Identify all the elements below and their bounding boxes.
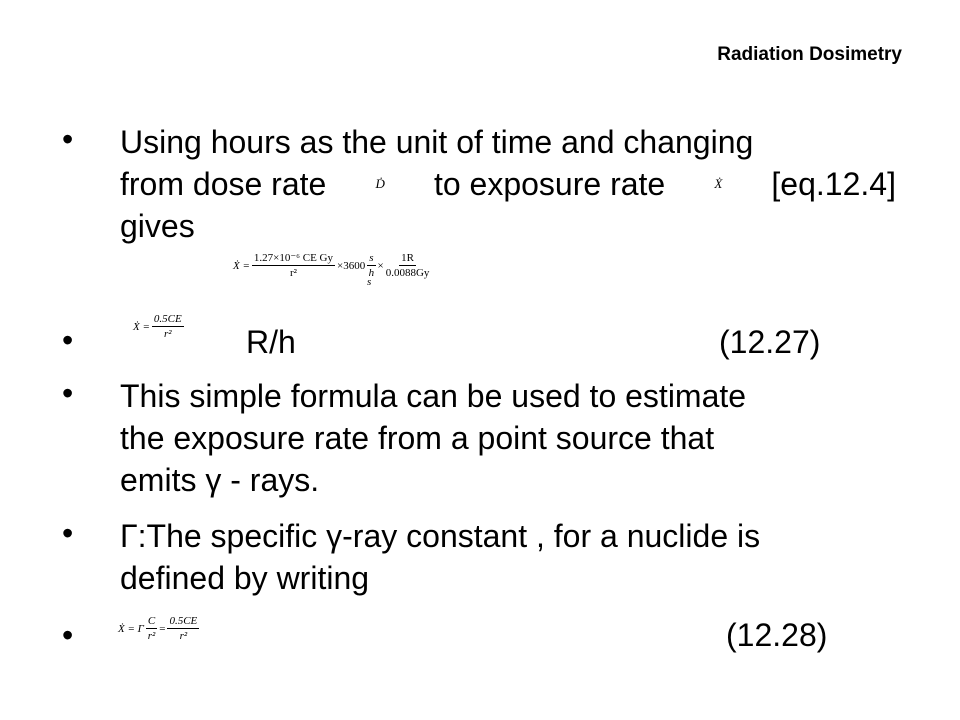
eq1-fraction-4 (386, 252, 430, 279)
equation-12-27 (133, 313, 186, 340)
eq1-fraction-1 (252, 252, 335, 279)
dose-rate-symbol: Ḋ (375, 176, 385, 191)
exposure-rate-symbol: Ẋ (714, 176, 723, 191)
eq3-frac1-num: C (147, 615, 156, 627)
p3-line-1: Γ:The specific γ-ray constant , for a nuclide is (120, 518, 761, 554)
eq3-frac1-den: r² (147, 630, 156, 642)
p1-line-2 (120, 163, 896, 205)
bullet-3: • (62, 375, 74, 411)
eq1-frac1-den-unit (367, 276, 371, 288)
bullet-1: • (62, 121, 74, 157)
p1-line2-b: to exposure rate (433, 166, 666, 202)
eq1-fraction-3 (367, 252, 375, 279)
eq3-lhs: Ẋ = Γ (118, 622, 144, 635)
p1-line-3 (120, 205, 896, 247)
eq2-unit: R/h (246, 324, 296, 360)
p1-line3-text: gives (120, 208, 195, 244)
p3-line-2 (120, 557, 896, 599)
p2-line-1: This simple formula can be used to estimate (120, 378, 747, 414)
p1-line1-text: Using hours as the unit of time and changing (120, 124, 754, 160)
p2-line-3 (120, 459, 896, 501)
eq1-frac1-den: r² (289, 267, 297, 279)
eq1-times: × (377, 259, 384, 272)
eq1-frac3-den: h (368, 267, 375, 279)
eq3-fraction-1 (146, 615, 157, 642)
eq1-frac4-num: 1R (401, 252, 414, 264)
eq2-den: r² (164, 328, 172, 340)
eq3-equals: = (159, 622, 166, 635)
eq3-frac2-den: r² (179, 630, 188, 642)
p1-line2-c: [eq.12.4] (771, 166, 896, 202)
eq2-fraction (152, 313, 184, 340)
eq2-lhs: Ẋ = (133, 320, 150, 333)
eq1-mid: ×3600 (337, 259, 366, 272)
eq2-num: 0.5CE (153, 313, 182, 325)
p2-line3-text: emits γ - rays. (120, 462, 320, 498)
eq1-frac2-den: s (367, 276, 372, 288)
eq3-number: (12.28) (726, 617, 828, 653)
bullet-2: • (62, 322, 74, 358)
bullet-5: • (62, 617, 74, 653)
eq2-number: (12.27) (719, 324, 821, 360)
p2-line-2: the exposure rate from a point source that (120, 420, 715, 456)
p3-line2-text: defined by writing (120, 560, 370, 596)
p1-line-1 (120, 121, 896, 163)
eq1-frac1-num: 1.27×10⁻⁶ CE Gy (253, 252, 334, 264)
p1-line2-a: from dose rate (120, 166, 327, 202)
eq3-frac2-num: 0.5CE (169, 615, 198, 627)
eq3-fraction-2 (167, 615, 199, 642)
equation-12-28 (118, 615, 201, 642)
slide-title: Radiation Dosimetry (717, 44, 902, 65)
eq1-lhs: Ẋ = (233, 259, 250, 272)
equation-exposure-rate-derivation (233, 252, 431, 279)
eq1-frac4-den: 0.0088Gy (385, 267, 430, 279)
bullet-4: • (62, 515, 74, 551)
eq1-frac3-num: s (369, 252, 374, 264)
